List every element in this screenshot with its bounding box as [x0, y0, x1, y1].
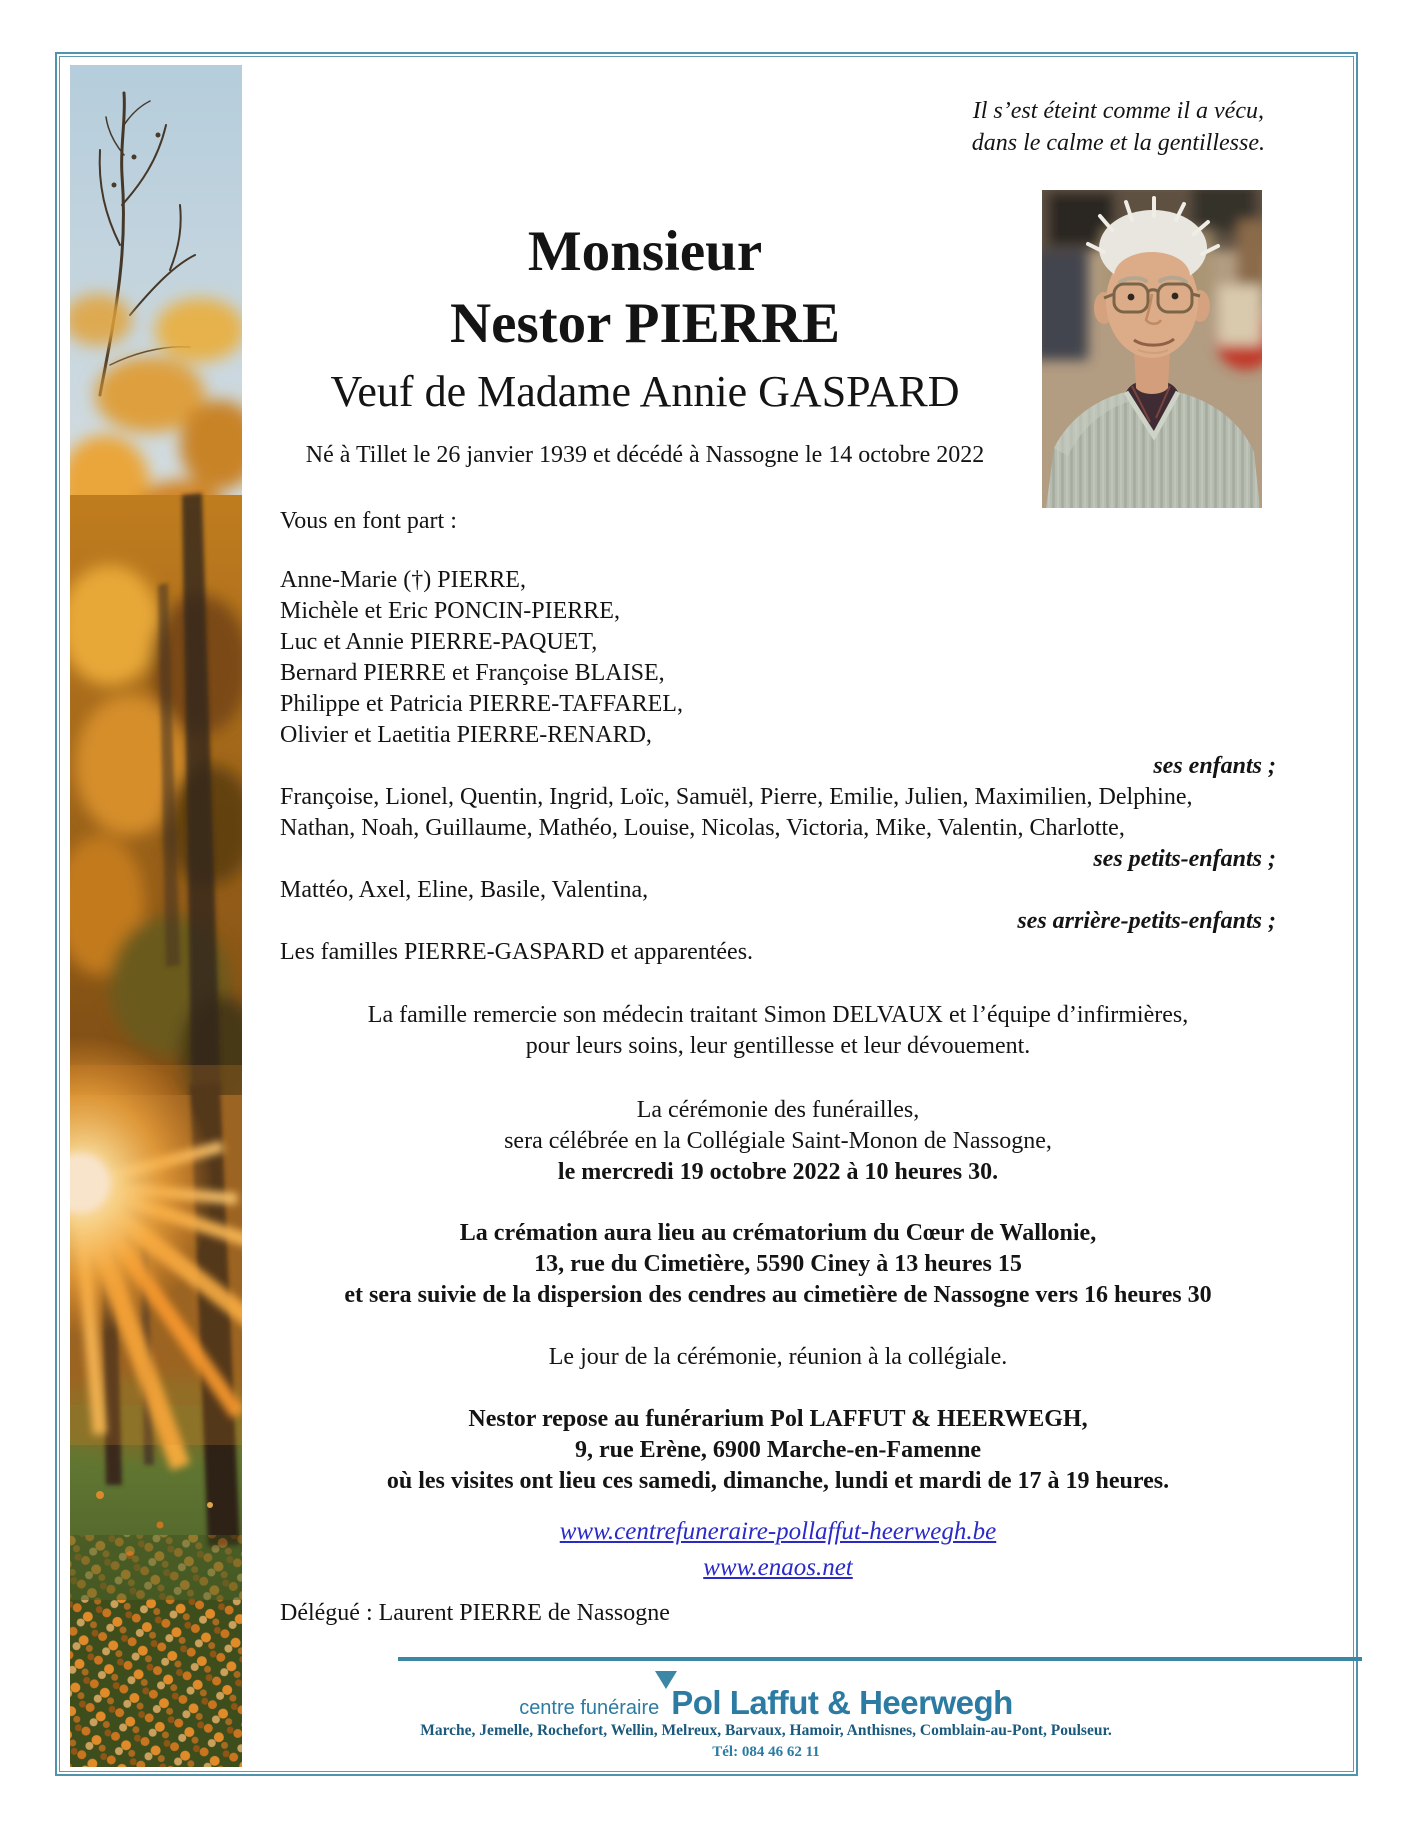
cremation-paragraph — [280, 1218, 1276, 1311]
child-name: Philippe et Patricia PIERRE-TAFFAREL, — [280, 691, 683, 717]
ashes-dispersion-line: et sera suivie de la dispersion des cendres au cimetière de Nassogne vers 16 heures 30 — [344, 1282, 1212, 1308]
great-grandchildren-names: Mattéo, Axel, Eline, Basile, Valentina, — [280, 877, 649, 903]
child-name: Bernard PIERRE et Françoise BLAISE, — [280, 660, 665, 686]
grandchildren-names: Nathan, Noah, Guillaume, Mathéo, Louise, Nicolas, Victoria, Mike, Valentin, Charlotte, — [280, 815, 1125, 841]
brand-prefix: centre funéraire — [519, 1697, 660, 1719]
funeral-home-link[interactable]: www.centrefuneraire-pollaffut-heerwegh.be — [559, 1518, 997, 1545]
epitaph — [972, 95, 1265, 159]
fallen-leaves-ground — [70, 1600, 242, 1767]
links-section — [280, 1514, 1276, 1586]
epitaph-line: dans le calme et la gentillesse. — [971, 130, 1265, 156]
autumn-scene-graphic — [70, 65, 242, 1767]
ceremony-line: La cérémonie des funérailles, — [636, 1097, 920, 1123]
repose-paragraph — [280, 1404, 1276, 1497]
brand-name: Pol Laffut & Heerwegh — [671, 1684, 1013, 1721]
thanks-paragraph — [280, 1000, 1276, 1062]
cremation-line: La crémation aura lieu au crématorium du Cœur de Wallonie, — [459, 1220, 1097, 1246]
portrait-photo — [1042, 190, 1262, 508]
repose-address: 9, rue Erène, 6900 Marche-en-Famenne — [574, 1437, 982, 1463]
cremation-address: 13, rue du Cimetière, 5590 Ciney à 13 heures 15 — [534, 1251, 1022, 1277]
thanks-line: pour leurs soins, leur gentillesse et leur dévouement. — [525, 1033, 1031, 1059]
life-dates: Né à Tillet le 26 janvier 1939 et décédé à Nassogne le 14 octobre 2022 — [305, 442, 985, 468]
epitaph-line: Il s’est éteint comme il a vécu, — [972, 98, 1264, 124]
children-label: ses enfants ; — [1153, 753, 1276, 779]
child-name: Michèle et Eric PONCIN-PIERRE, — [280, 598, 620, 624]
child-name: Olivier et Laetitia PIERRE-RENARD, — [280, 722, 652, 748]
grandchildren-names: Françoise, Lionel, Quentin, Ingrid, Loïc, Samuël, Pierre, Emilie, Julien, Maximilien, Delphine, — [280, 784, 1193, 810]
deceased-name: Nestor PIERRE — [449, 292, 840, 355]
family-announcement — [280, 506, 1276, 968]
relation-line: Veuf de Madame Annie GASPARD — [330, 367, 960, 416]
repose-line: Nestor repose au funérarium Pol LAFFUT & HEERWEGH, — [468, 1406, 1088, 1432]
autumn-forest-photo — [70, 65, 242, 1767]
families-line: Les familles PIERRE-GASPARD et apparentées. — [280, 939, 754, 965]
great-grandchildren-label: ses arrière-petits-enfants ; — [1017, 908, 1276, 934]
gathering-line: Le jour de la cérémonie, réunion à la collégiale. — [548, 1344, 1008, 1370]
footer-phone: Tél: 084 46 62 11 — [712, 1744, 820, 1760]
ceremony-date: le mercredi 19 octobre 2022 à 10 heures 30. — [557, 1159, 999, 1185]
footer-divider — [398, 1657, 1362, 1661]
announcement-intro: Vous en font part : — [280, 508, 457, 534]
funeral-home-logo — [280, 1684, 1252, 1722]
salutation: Monsieur — [527, 220, 763, 283]
heading — [280, 216, 1010, 471]
visits-line: où les visites ont lieu ces samedi, dimanche, lundi et mardi de 17 à 19 heures. — [386, 1468, 1170, 1494]
ceremony-paragraph — [280, 1095, 1276, 1188]
enaos-link[interactable]: www.enaos.net — [703, 1554, 853, 1581]
grandchildren-label: ses petits-enfants ; — [1093, 846, 1276, 872]
footer-locations: Marche, Jemelle, Rochefort, Wellin, Melreux, Barvaux, Hamoir, Anthisnes, Comblain-au-Pont, Poulseur. — [420, 1722, 1112, 1739]
ceremony-line: sera célébrée en la Collégiale Saint-Monon de Nassogne, — [504, 1128, 1052, 1154]
child-name: Anne-Marie (†) PIERRE, — [280, 567, 526, 593]
delegate-line: Délégué : Laurent PIERRE de Nassogne — [280, 1600, 670, 1626]
portrait-graphic — [1042, 190, 1262, 508]
child-name: Luc et Annie PIERRE-PAQUET, — [280, 629, 598, 655]
thanks-line: La famille remercie son médecin traitant Simon DELVAUX et l’équipe d’infirmières, — [367, 1002, 1189, 1028]
